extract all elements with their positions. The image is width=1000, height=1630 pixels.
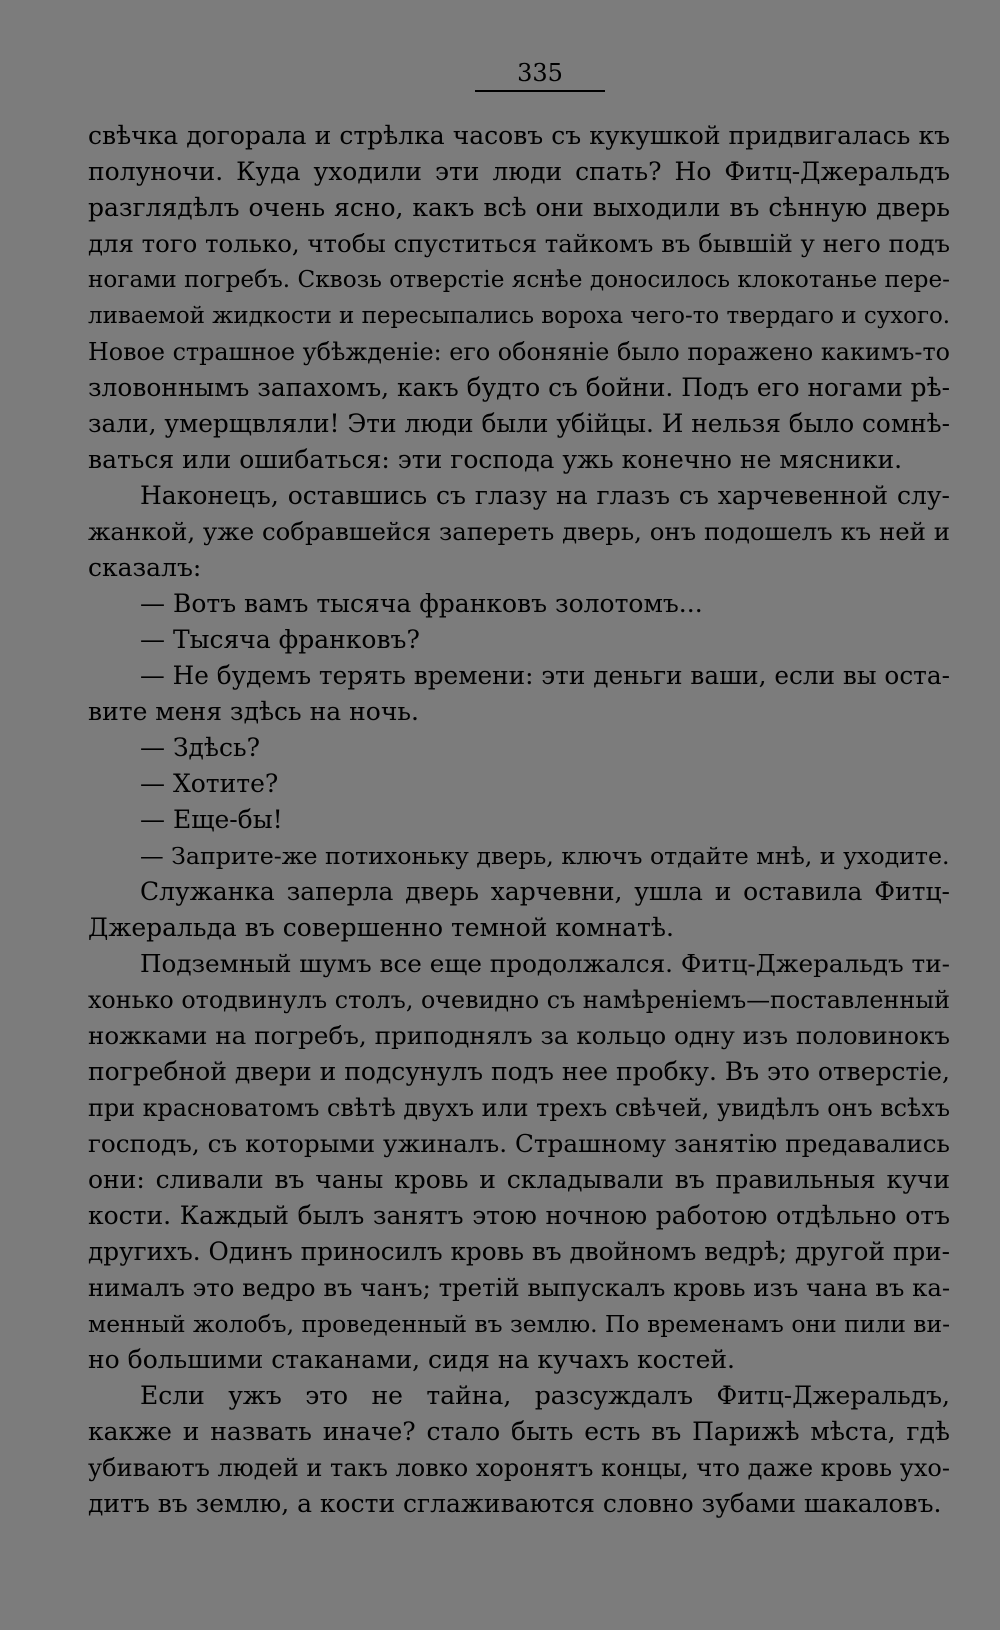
text-line: ливаемой жидкости и пересыпались вороха чего-то твердаго и сухого. — [88, 303, 951, 329]
text-line: господъ, съ которыми ужиналъ. Страшному занятію предавались — [88, 1129, 950, 1158]
text-line: какже и назвать иначе? стало быть есть въ Парижѣ мѣста, гдѣ — [88, 1417, 950, 1446]
text-line: Наконецъ, оставшись съ глазу на глазъ съ харчевенной слу- — [140, 481, 950, 510]
text-line: для того только, чтобы спуститься тайкомъ въ бывшій у него подъ — [88, 229, 950, 258]
text-line: — Здѣсь? — [140, 733, 261, 762]
text-line: разглядѣлъ очень ясно, какъ всѣ они выходили въ сѣнную дверь — [88, 193, 950, 222]
text-line: Джеральда въ совершенно темной комнатѣ. — [88, 913, 674, 942]
text-line: ногами погребъ. Сквозь отверстіе яснѣе доносилось клокотанье пере- — [88, 267, 950, 293]
text-line: полуночи. Куда уходили эти люди спать? Но Фитц-Джеральдъ — [88, 157, 950, 186]
text-line: Если ужъ это не тайна, разсуждалъ Фитц-Джеральдъ, — [140, 1381, 950, 1410]
text-line: зали, умерщвляли! Эти люди были убійцы. И нельзя было сомнѣ- — [88, 409, 950, 438]
text-line: при красноватомъ свѣтѣ двухъ или трехъ свѣчей, увидѣлъ онъ всѣхъ — [88, 1094, 950, 1122]
text-line: нималъ это ведро въ чанъ; третій выпускалъ кровь изъ чана въ ка- — [88, 1273, 951, 1302]
text-line: они: сливали въ чаны кровь и складывали въ правильныя кучи — [88, 1165, 950, 1194]
body-text — [88, 118, 950, 1522]
text-line: ваться или ошибаться: эти господа ужь конечно не мясники. — [88, 445, 903, 474]
text-line: дитъ въ землю, а кости сглаживаются словно зубами шакаловъ. — [88, 1489, 942, 1518]
text-line: — Вотъ вамъ тысяча франковъ золотомъ... — [140, 589, 703, 618]
text-line: другихъ. Одинъ приносилъ кровь въ двойномъ ведрѣ; другой при- — [88, 1237, 950, 1266]
text-line: менный жолобъ, проведенный въ землю. По временамъ они пили ви- — [88, 1310, 950, 1338]
text-line: — Хотите? — [140, 769, 279, 798]
text-line: жанкой, уже собравшейся запереть дверь, онъ подошелъ къ ней и — [88, 517, 950, 546]
text-line: убиваютъ людей и такъ ловко хоронятъ концы, что даже кровь ухо- — [88, 1454, 950, 1482]
text-line: Новое страшное убѣжденіе: его обоняніе было поражено какимъ-то — [88, 338, 950, 366]
page-number: 335 — [475, 58, 605, 92]
page-header — [0, 58, 1000, 92]
text-line: хонько отодвинулъ столъ, очевидно съ намѣреніемъ—поставленный — [88, 986, 950, 1014]
text-line: кости. Каждый былъ занятъ этою ночною работою отдѣльно отъ — [88, 1201, 950, 1230]
text-line: свѣчка догорала и стрѣлка часовъ съ кукушкой придвигалась къ — [88, 121, 950, 150]
text-line: сказалъ: — [88, 553, 202, 582]
text-line: — Не будемъ терять времени: эти деньги ваши, если вы оста- — [140, 661, 950, 690]
text-line: Служанка заперла дверь харчевни, ушла и оставила Фитц- — [140, 877, 950, 906]
text-line: Подземный шумъ все еще продолжался. Фитц-Джеральдъ ти- — [140, 949, 950, 978]
text-line: — Тысяча франковъ? — [140, 625, 420, 654]
text-line: ножками на погребъ, приподнялъ за кольцо одну изъ половинокъ — [88, 1021, 950, 1050]
text-line: — Заприте-же потихоньку дверь, ключъ отдайте мнѣ, и уходите. — [140, 842, 950, 870]
text-line: зловоннымъ запахомъ, какъ будто съ бойни. Подъ его ногами рѣ- — [88, 373, 950, 402]
text-line: вите меня здѣсь на ночь. — [88, 697, 419, 726]
text-line: — Еще-бы! — [140, 805, 283, 834]
text-line: погребной двери и подсунулъ подъ нее пробку. Въ это отверстіе, — [88, 1057, 950, 1086]
text-line: но большими стаканами, сидя на кучахъ костей. — [88, 1345, 735, 1374]
